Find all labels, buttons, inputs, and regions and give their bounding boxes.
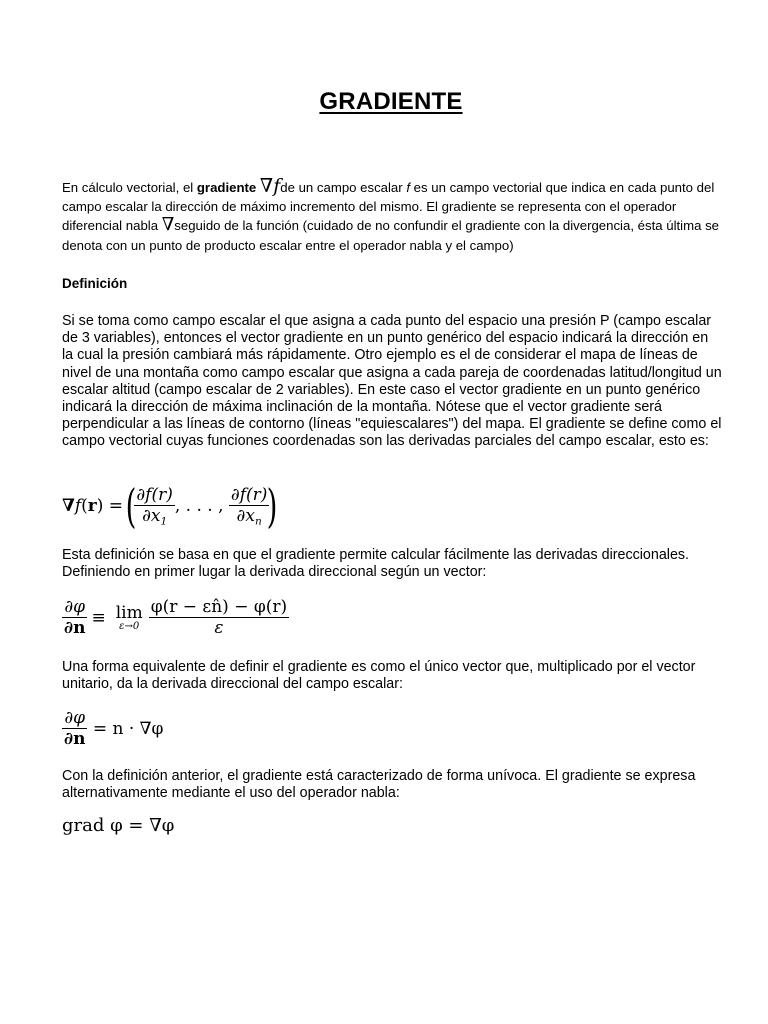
eq1-dots: , . . . , (174, 496, 229, 516)
eq3-rhs: = n · ∇φ (87, 718, 164, 739)
eq1-equals: = (103, 496, 129, 516)
eq2-rnum: φ(r − εn̂) − φ(r) (150, 597, 288, 617)
eq3-num: ∂φ (62, 708, 87, 729)
eq3-den: ∂n (64, 729, 86, 749)
eq2-den: ∂n (64, 618, 86, 638)
intro-paragraph (62, 175, 722, 255)
intro-f-italic: f (406, 180, 410, 195)
section-heading: Definición (62, 276, 128, 291)
eq1-den-2-sub: n (254, 515, 262, 528)
eq1-close: ) (96, 496, 104, 516)
eq2-num: ∂φ (62, 597, 87, 618)
f-symbol: f (273, 175, 281, 197)
equivalent-form-paragraph: Una forma equivalente de definir el gradiente es como el único vector que, multiplicado por el vector unitario, da la derivada direccional del campo escalar: (62, 659, 696, 693)
eq2-lhs-fraction (62, 597, 87, 638)
eq3-fraction (62, 708, 87, 749)
eq1-num-2: ∂f(r) (230, 484, 268, 505)
grad-formula: grad φ = ∇φ (62, 815, 175, 836)
eq1-fraction-1 (134, 485, 174, 528)
eq2-equiv: ≡ (91, 607, 106, 628)
eq1-lparen: ( (126, 479, 137, 533)
nabla-symbol-2: ∇ (161, 214, 175, 236)
page-title: GRADIENTE (319, 88, 463, 115)
intro-text-3: es un campo vectorial que indica en cada punto del campo escalar la dirección de máximo incremento del mismo. El gradiente se representa con el operador diferencial nabla (62, 180, 715, 234)
directional-derivative-paragraph: Esta definición se basa en que el gradiente permite calcular fácilmente las derivadas direccionales. Definiendo en primer lugar la derivada direccional según un vector: (62, 547, 690, 581)
dot-product-formula (62, 708, 163, 749)
nabla-symbol: ∇ (259, 175, 274, 197)
definition-paragraph: Si se toma como campo escalar el que asigna a cada punto del espacio una presión P (campo escalar de 3 variables), entonces el vector gradiente en un punto genérico del espacio indicará la dirección en la cual la presión cambiará más rápidamente. Otro ejemplo es el de considerar el mapa de líneas de nivel de una montaña como campo escalar que asigna a cada pareja de coordenadas latitud/longitud un escalar altitud (campo escalar de 2 variables). En este caso el vector gradiente en un punto genérico indicará la dirección de máxima inclinación de la montaña. Nótese que el vector gradiente será perpendicular a las líneas de contorno (líneas "equiescalares") del mapa. El gradiente se define como el campo vectorial cuyas funciones coordenadas son las derivadas parciales del campo escalar, esto es: (62, 313, 722, 450)
eq1-nabla: ∇ (62, 496, 75, 516)
eq1-f: f (74, 496, 82, 516)
directional-derivative-formula (62, 597, 289, 638)
eq2-rhs-fraction (149, 597, 289, 638)
intro-text-2: de un campo escalar (280, 180, 407, 195)
eq1-rparen: ) (266, 479, 278, 533)
eq2-rden: ε (214, 618, 224, 638)
intro-text-1: En cálculo vectorial, el (62, 180, 197, 195)
eq1-den-1: ∂x (142, 505, 161, 526)
eq1-r: r (87, 496, 97, 516)
eq1-open: ( (81, 496, 88, 516)
eq1-den-1-sub: 1 (160, 515, 168, 528)
eq2-lim-text: lim (115, 603, 143, 623)
gradient-definition-formula (62, 479, 278, 533)
intro-term: gradiente (196, 180, 257, 195)
nabla-operator-paragraph: Con la definición anterior, el gradiente está caracterizado de forma unívoca. El gradiente se expresa alternativamente mediante el uso del operador nabla: (62, 768, 696, 802)
eq2-lim-under: ε→0 (119, 621, 140, 632)
eq2-limit (116, 603, 143, 632)
intro-text-4: seguido de la función (cuidado de no confundir el gradiente con la divergencia, ésta última se denota con un punto de producto escalar entre el operador nabla y el campo) (62, 218, 720, 253)
eq1-den-2: ∂x (236, 505, 255, 526)
eq1-fraction-2 (229, 485, 269, 528)
eq1-num-1: ∂f(r) (136, 484, 173, 505)
